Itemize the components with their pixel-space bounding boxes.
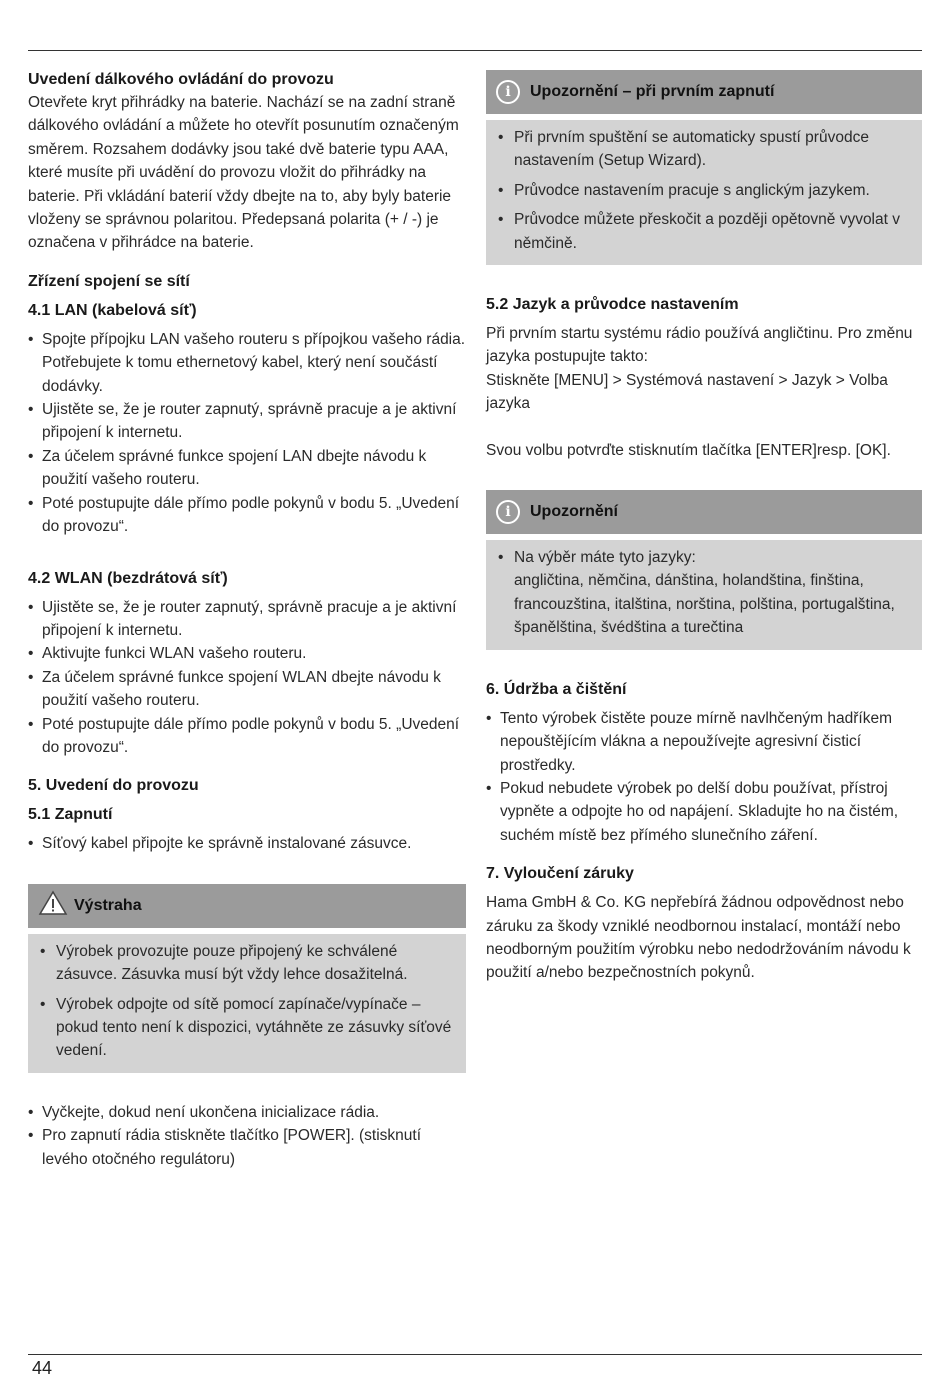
note-first-start-title: Upozornění – při prvním zapnutí xyxy=(530,83,775,100)
wlan-list xyxy=(28,596,466,760)
bottom-rule xyxy=(28,1354,922,1355)
list-item: • Za účelem správné funkce spojení WLAN dbejte návodu k použití vašeho routeru. xyxy=(28,666,466,713)
list-item: • Poté postupujte dále přímo podle pokynů v bodu 5. „Uvedení do provozu“. xyxy=(28,713,466,760)
section52-heading: 5.2 Jazyk a průvodce nastavením xyxy=(486,296,739,314)
section52-p2: Stiskněte [MENU] > Systémová nastavení > Jazyk > Volba jazyka xyxy=(486,371,888,413)
warning-title: Výstraha xyxy=(74,896,142,914)
list-item: • Ujistěte se, že je router zapnutý, správně pracuje a je aktivní připojení k internetu. xyxy=(28,398,466,445)
top-rule xyxy=(28,50,922,51)
info-icon: i xyxy=(496,80,520,104)
warning-box-header xyxy=(28,884,466,928)
list-item: • Ujistěte se, že je router zapnutý, správně pracuje a je aktivní připojení k internetu. xyxy=(28,596,466,643)
section6-list xyxy=(486,707,922,847)
left-column xyxy=(28,68,466,1171)
list-item: • Aktivujte funkci WLAN vašeho routeru. xyxy=(28,642,466,665)
note-first-start-header xyxy=(486,70,922,114)
warning-triangle-icon xyxy=(38,890,68,921)
warning-box xyxy=(28,884,466,1073)
list-item: • Průvodce můžete přeskočit a později opětovně vyvolat v němčině. xyxy=(498,208,908,255)
list-item: • Poté postupujte dále přímo podle pokynů v bodu 5. „Uvedení do provozu“. xyxy=(28,492,466,539)
section7-body: Hama GmbH & Co. KG nepřebírá žádnou odpovědnost nebo záruku za škody vzniklé neodbornou instalací, montáží nebo neodborným použitím výrobku nebo nedodržováním návodu k použití a/nebo bezpečnostních pokynů. xyxy=(486,894,911,982)
list-item xyxy=(498,546,908,640)
warning-box-body xyxy=(28,934,466,1073)
list-item: • Při prvním spuštění se automaticky spustí průvodce nastavením (Setup Wizard). xyxy=(498,126,908,173)
languages-list: angličtina, němčina, dánština, holandština, finština, francouzština, italština, norština, polština, portugalština, španělština, švédština a turečtina xyxy=(514,572,895,637)
list-item: • Pro zapnutí rádia stiskněte tlačítko [POWER]. (stisknutí levého otočného regulátoru) xyxy=(28,1124,466,1171)
right-column xyxy=(486,70,922,985)
startup-list xyxy=(28,1101,466,1171)
note-languages-body xyxy=(486,540,922,650)
list-item: • Síťový kabel připojte ke správně instalované zásuvce. xyxy=(28,832,466,855)
list-item: • Vyčkejte, dokud není ukončena inicializace rádia. xyxy=(28,1101,466,1124)
note-first-start-box xyxy=(486,70,922,265)
note-languages-box xyxy=(486,490,922,650)
section5-heading: 5. Uvedení do provozu xyxy=(28,777,199,795)
note-languages-header xyxy=(486,490,922,534)
list-item: • Tento výrobek čistěte pouze mírně navlhčeným hadříkem nepouštějícím vlákna a nepoužívejte agresivní čisticí prostředky. xyxy=(486,707,922,777)
section51-list xyxy=(28,832,466,855)
list-item: • Za účelem správné funkce spojení LAN dbejte návodu k použití vašeho routeru. xyxy=(28,445,466,492)
note-first-start-body xyxy=(486,120,922,265)
section6-heading: 6. Údržba a čištění xyxy=(486,680,627,698)
remote-body: Otevřete kryt přihrádky na baterie. Nachází se na zadní straně dálkového ovládání a můžete ho otevřít posunutím označeným směrem. Rozsahem dodávky jsou také dvě baterie typu AAA, které musíte při uvádění do provozu vložit do přihrádky na baterie. Při vkládání baterií vždy dbejte na to, aby byly baterie vloženy se správnou polaritou. Předepsaná polarita (+ / -) je označena v přihrádce na baterie. xyxy=(28,94,459,252)
wlan-heading: 4.2 WLAN (bezdrátová síť) xyxy=(28,569,228,587)
network-heading: Zřízení spojení se sítí xyxy=(28,272,190,290)
section51-heading: 5.1 Zapnutí xyxy=(28,806,113,824)
list-item: • Výrobek provozujte pouze připojený ke schválené zásuvce. Zásuvka musí být vždy lehce dosažitelná. xyxy=(40,940,452,987)
lan-heading: 4.1 LAN (kabelová síť) xyxy=(28,301,197,319)
languages-lead: Na výběr máte tyto jazyky: xyxy=(514,549,696,567)
page-number: 44 xyxy=(32,1358,53,1378)
section52-p1: Při prvním startu systému rádio používá angličtinu. Pro změnu jazyka postupujte takto: xyxy=(486,325,913,366)
list-item: • Výrobek odpojte od sítě pomocí zapínače/vypínače – pokud tento není k dispozici, vytáhněte ze zásuvky síťové vedení. xyxy=(40,993,452,1063)
section52-p3: Svou volbu potvrďte stisknutím tlačítka [ENTER]resp. [OK]. xyxy=(486,441,891,459)
remote-heading: Uvedení dálkového ovládání do provozu xyxy=(28,71,334,88)
info-icon: i xyxy=(496,500,520,524)
list-item: • Pokud nebudete výrobek po delší dobu používat, přístroj vypněte a odpojte ho od napájení. Skladujte ho na čistém, suchém místě bez přímého slunečního záření. xyxy=(486,777,922,847)
section7-heading: 7. Vyloučení záruky xyxy=(486,865,634,883)
list-item: • Spojte přípojku LAN vašeho routeru s přípojkou vašeho rádia. Potřebujete k tomu ethernetový kabel, který není součástí dodávky. xyxy=(28,328,466,398)
list-item: • Průvodce nastavením pracuje s anglickým jazykem. xyxy=(498,179,908,202)
note-languages-title: Upozornění xyxy=(530,503,618,521)
lan-list xyxy=(28,328,466,539)
